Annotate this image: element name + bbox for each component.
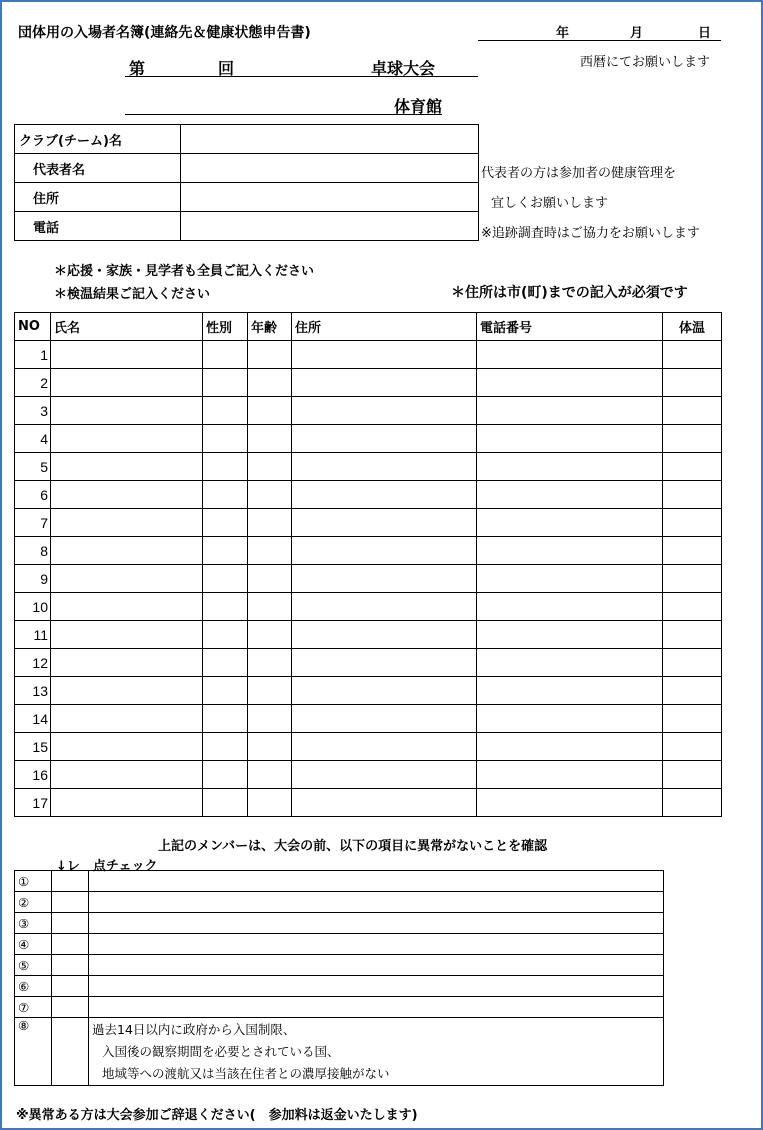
member-no: 10: [15, 593, 51, 621]
member-phone-cell[interactable]: [477, 537, 663, 565]
member-no: 14: [15, 705, 51, 733]
members-header-row: [15, 313, 722, 341]
check-item-text: [89, 934, 664, 955]
member-row: [15, 565, 722, 593]
member-address-cell[interactable]: [292, 481, 477, 509]
member-gender-cell[interactable]: [203, 565, 248, 593]
club-info-table: [14, 124, 479, 241]
member-address-cell[interactable]: [292, 341, 477, 369]
col-header-address: 住所: [292, 313, 477, 341]
member-age-cell[interactable]: [248, 789, 292, 817]
member-no: 7: [15, 509, 51, 537]
member-address-cell[interactable]: [292, 509, 477, 537]
representative-label: 代表者名: [15, 154, 181, 183]
member-row: [15, 649, 722, 677]
date-note: 西暦にてお願いします: [580, 55, 711, 70]
member-gender-cell[interactable]: [203, 789, 248, 817]
member-temperature-cell[interactable]: [663, 509, 722, 537]
member-temperature-cell[interactable]: [663, 425, 722, 453]
member-age-cell[interactable]: [248, 453, 292, 481]
member-row: [15, 509, 722, 537]
member-temperature-cell[interactable]: [663, 341, 722, 369]
address-field[interactable]: [181, 183, 479, 212]
member-name-cell[interactable]: [51, 761, 203, 789]
member-phone-cell[interactable]: [477, 481, 663, 509]
member-no: 3: [15, 397, 51, 425]
member-phone-cell[interactable]: [477, 593, 663, 621]
member-phone-cell[interactable]: [477, 509, 663, 537]
member-no: 6: [15, 481, 51, 509]
member-gender-cell[interactable]: [203, 481, 248, 509]
instruction-address: ＊住所は市(町)までの記入が必須です: [451, 285, 688, 301]
check-item-number: ①: [15, 871, 52, 892]
member-row: [15, 341, 722, 369]
member-no: 8: [15, 537, 51, 565]
check-item-text-line: 地域等への渡航又は当該在住者との濃厚接触がない: [102, 1066, 390, 1081]
representative-field[interactable]: [181, 154, 479, 183]
form-title: 団体用の入場者名簿(連絡先＆健康状態申告書): [18, 25, 311, 41]
check-item-text: [89, 871, 664, 892]
member-address-cell[interactable]: [292, 565, 477, 593]
health-check-row: [15, 892, 664, 913]
check-box[interactable]: [52, 997, 89, 1018]
member-gender-cell[interactable]: [203, 593, 248, 621]
check-item-number: ⑧: [15, 1018, 52, 1086]
member-row: [15, 537, 722, 565]
check-box[interactable]: [52, 871, 89, 892]
member-name-cell[interactable]: [51, 705, 203, 733]
check-item-text-line: 過去14日以内に政府から入国制限、: [92, 1022, 296, 1037]
member-age-cell[interactable]: [248, 621, 292, 649]
health-check-table: [14, 870, 664, 1086]
member-age-cell[interactable]: [248, 369, 292, 397]
member-phone-cell[interactable]: [477, 733, 663, 761]
member-address-cell[interactable]: [292, 537, 477, 565]
member-no: 17: [15, 789, 51, 817]
health-check-row: [15, 934, 664, 955]
member-no: 1: [15, 341, 51, 369]
col-header-phone: 電話番号: [477, 313, 663, 341]
member-temperature-cell[interactable]: [663, 369, 722, 397]
member-gender-cell[interactable]: [203, 621, 248, 649]
member-address-cell[interactable]: [292, 621, 477, 649]
footer-note: ※異常ある方は大会参加ご辞退ください( 参加料は返金いたします): [16, 1108, 418, 1123]
member-age-cell[interactable]: [248, 593, 292, 621]
check-column-label: ↓レ 点チェック: [56, 859, 158, 874]
member-address-cell[interactable]: [292, 593, 477, 621]
health-check-row: [15, 976, 664, 997]
member-no: 9: [15, 565, 51, 593]
member-row: [15, 369, 722, 397]
side-note-1: 代表者の方は参加者の健康管理を: [481, 166, 677, 181]
member-phone-cell[interactable]: [477, 761, 663, 789]
instruction-temperature: ＊検温結果ご記入ください: [54, 287, 211, 302]
member-address-cell[interactable]: [292, 789, 477, 817]
member-age-cell[interactable]: [248, 677, 292, 705]
side-note-2: 宜しくお願いします: [491, 196, 609, 211]
member-name-cell[interactable]: [51, 677, 203, 705]
member-row: [15, 593, 722, 621]
date-line[interactable]: [478, 22, 721, 41]
member-temperature-cell[interactable]: [663, 593, 722, 621]
member-gender-cell[interactable]: [203, 537, 248, 565]
health-check-row: [15, 997, 664, 1018]
member-row: [15, 397, 722, 425]
check-item-number: ⑥: [15, 976, 52, 997]
member-phone-cell[interactable]: [477, 705, 663, 733]
member-gender-cell[interactable]: [203, 509, 248, 537]
member-phone-cell[interactable]: [477, 341, 663, 369]
date-day-label: 日: [698, 26, 712, 41]
col-header-temperature: 体温: [663, 313, 722, 341]
check-item-text: [89, 1018, 664, 1086]
check-item-text: [89, 976, 664, 997]
member-phone-cell[interactable]: [477, 369, 663, 397]
member-temperature-cell[interactable]: [663, 397, 722, 425]
member-no: 15: [15, 733, 51, 761]
member-name-cell[interactable]: [51, 341, 203, 369]
member-address-cell[interactable]: [292, 733, 477, 761]
member-name-cell[interactable]: [51, 453, 203, 481]
event-count-suffix: 回: [218, 59, 235, 78]
member-phone-cell[interactable]: [477, 677, 663, 705]
member-name-cell[interactable]: [51, 565, 203, 593]
member-phone-cell[interactable]: [477, 425, 663, 453]
check-box[interactable]: [52, 913, 89, 934]
check-box[interactable]: [52, 976, 89, 997]
member-name-cell[interactable]: [51, 537, 203, 565]
member-temperature-cell[interactable]: [663, 621, 722, 649]
col-header-name: 氏名: [51, 313, 203, 341]
check-box[interactable]: [52, 1018, 89, 1086]
check-box[interactable]: [52, 955, 89, 976]
member-temperature-cell[interactable]: [663, 789, 722, 817]
member-temperature-cell[interactable]: [663, 677, 722, 705]
date-year-label: 年: [556, 26, 570, 41]
member-address-cell[interactable]: [292, 397, 477, 425]
health-check-heading: 上記のメンバーは、大会の前、以下の項目に異常がないことを確認: [158, 839, 548, 854]
member-age-cell[interactable]: [248, 509, 292, 537]
club-info-row: [15, 125, 479, 154]
member-address-cell[interactable]: [292, 369, 477, 397]
address-label: 住所: [15, 183, 181, 212]
check-box[interactable]: [52, 934, 89, 955]
health-check-row: [15, 871, 664, 892]
member-no: 16: [15, 761, 51, 789]
club-info-row: [15, 212, 479, 241]
member-age-cell[interactable]: [248, 733, 292, 761]
member-row: [15, 733, 722, 761]
check-item-text-line: 入国後の観察期間を必要とされている国、: [102, 1044, 340, 1059]
health-check-row: [15, 955, 664, 976]
event-prefix: 第: [129, 59, 146, 78]
member-address-cell[interactable]: [292, 761, 477, 789]
member-temperature-cell[interactable]: [663, 481, 722, 509]
member-temperature-cell[interactable]: [663, 649, 722, 677]
member-name-cell[interactable]: [51, 621, 203, 649]
member-address-cell[interactable]: [292, 649, 477, 677]
member-age-cell[interactable]: [248, 425, 292, 453]
member-gender-cell[interactable]: [203, 649, 248, 677]
member-gender-cell[interactable]: [203, 369, 248, 397]
phone-field[interactable]: [181, 212, 479, 241]
member-no: 12: [15, 649, 51, 677]
member-temperature-cell[interactable]: [663, 733, 722, 761]
member-name-cell[interactable]: [51, 397, 203, 425]
member-temperature-cell[interactable]: [663, 565, 722, 593]
member-gender-cell[interactable]: [203, 453, 248, 481]
check-item-text: [89, 892, 664, 913]
member-gender-cell[interactable]: [203, 705, 248, 733]
member-row: [15, 453, 722, 481]
member-gender-cell[interactable]: [203, 425, 248, 453]
member-row: [15, 789, 722, 817]
member-phone-cell[interactable]: [477, 789, 663, 817]
member-gender-cell[interactable]: [203, 677, 248, 705]
instruction-all-visitors: ＊応援・家族・見学者も全員ご記入ください: [54, 264, 315, 279]
check-box[interactable]: [52, 892, 89, 913]
member-address-cell[interactable]: [292, 705, 477, 733]
event-name-line[interactable]: [125, 56, 478, 77]
member-gender-cell[interactable]: [203, 733, 248, 761]
col-header-gender: 性別: [203, 313, 248, 341]
member-gender-cell[interactable]: [203, 761, 248, 789]
venue-line[interactable]: [125, 94, 442, 115]
col-header-no: NO: [15, 313, 51, 341]
member-row: [15, 677, 722, 705]
member-row: [15, 425, 722, 453]
member-age-cell[interactable]: [248, 705, 292, 733]
check-item-number: ⑤: [15, 955, 52, 976]
member-address-cell[interactable]: [292, 453, 477, 481]
member-name-cell[interactable]: [51, 649, 203, 677]
member-gender-cell[interactable]: [203, 397, 248, 425]
member-age-cell[interactable]: [248, 537, 292, 565]
member-phone-cell[interactable]: [477, 649, 663, 677]
check-item-text: [89, 913, 664, 934]
member-row: [15, 481, 722, 509]
check-item-number: ③: [15, 913, 52, 934]
member-name-cell[interactable]: [51, 509, 203, 537]
club-info-row: [15, 183, 479, 212]
check-item-text: [89, 955, 664, 976]
member-no: 13: [15, 677, 51, 705]
health-check-row: [15, 1018, 664, 1086]
member-age-cell[interactable]: [248, 761, 292, 789]
member-row: [15, 705, 722, 733]
check-item-text: [89, 997, 664, 1018]
club-name-field[interactable]: [181, 125, 479, 154]
health-check-row: [15, 913, 664, 934]
member-temperature-cell[interactable]: [663, 537, 722, 565]
event-name: 卓球大会: [371, 59, 436, 78]
member-gender-cell[interactable]: [203, 341, 248, 369]
venue-name: 体育館: [393, 97, 442, 116]
member-name-cell[interactable]: [51, 425, 203, 453]
member-address-cell[interactable]: [292, 677, 477, 705]
member-name-cell[interactable]: [51, 593, 203, 621]
member-age-cell[interactable]: [248, 341, 292, 369]
member-phone-cell[interactable]: [477, 453, 663, 481]
member-phone-cell[interactable]: [477, 621, 663, 649]
member-no: 2: [15, 369, 51, 397]
col-header-age: 年齢: [248, 313, 292, 341]
phone-label: 電話: [15, 212, 181, 241]
member-name-cell[interactable]: [51, 789, 203, 817]
member-no: 11: [15, 621, 51, 649]
member-age-cell[interactable]: [248, 565, 292, 593]
member-phone-cell[interactable]: [477, 565, 663, 593]
member-row: [15, 761, 722, 789]
member-name-cell[interactable]: [51, 481, 203, 509]
member-age-cell[interactable]: [248, 481, 292, 509]
member-name-cell[interactable]: [51, 733, 203, 761]
date-month-label: 月: [630, 26, 644, 41]
member-age-cell[interactable]: [248, 397, 292, 425]
member-phone-cell[interactable]: [477, 397, 663, 425]
member-no: 5: [15, 453, 51, 481]
club-name-label: クラブ(チーム)名: [15, 125, 181, 154]
member-temperature-cell[interactable]: [663, 453, 722, 481]
member-temperature-cell[interactable]: [663, 705, 722, 733]
members-table: [14, 312, 722, 817]
member-name-cell[interactable]: [51, 369, 203, 397]
member-no: 4: [15, 425, 51, 453]
check-item-number: ②: [15, 892, 52, 913]
side-note-3: ※追跡調査時はご協力をお願いします: [481, 226, 700, 241]
member-temperature-cell[interactable]: [663, 761, 722, 789]
member-row: [15, 621, 722, 649]
member-address-cell[interactable]: [292, 425, 477, 453]
check-item-number: ④: [15, 934, 52, 955]
club-info-row: [15, 154, 479, 183]
member-age-cell[interactable]: [248, 649, 292, 677]
check-item-number: ⑦: [15, 997, 52, 1018]
